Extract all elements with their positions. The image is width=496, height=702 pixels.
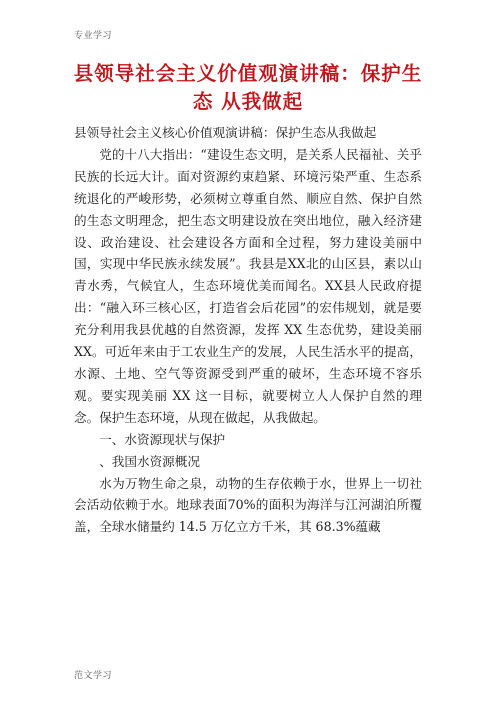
paragraph: 水为万物生命之泉，动物的生存依赖于水，世界上一切社会活动依赖于水。地球表面70%的面积为海洋与江河湖泊所覆盖，全球水储量约 14.5 万亿立方千米，其 68.3%蕴藏 <box>74 475 422 535</box>
footer-watermark: 范文学习 <box>74 671 113 681</box>
subsection-heading: 、我国水资源概况 <box>99 453 200 469</box>
paragraph: 党的十八大指出：“建设生态文明，是关系人民福祉、关乎民族的长远大计。面对资源约束趋紧、环境污染严重、生态系统退化的严峻形势，必须树立尊重自然、顺应自然、保护自然的生态文明理念，把生态文明建设放在突出地位，融入经济建设、政治建设、社会建设各方面和全过程，努力建设美丽中国，实现中华民族永续发展”。我县是XX北的山区县，素以山青水秀，气候宜人，生态环境优美而闻名。XX县人民政府提出：“融入环三核心区，打造省会后花园”的宏伟规划，就是要充分利用我县优越的自然资源，发挥 XX 生态优势，建设美丽 XX。可近年来由于工农业生产的发展，人民生活水平的提高，水源、土地、空气等资源受到严重的破坏，生态环境不容乐观。要实现美丽 XX 这一目标，就要树立人人保护自然的理念。保护生态环境，从现在做起，从我做起。 <box>74 146 422 425</box>
section-heading: 一、水资源现状与保护 <box>99 431 226 447</box>
document-title: 县领导社会主义价值观演讲稿：保护生态 从我做起 <box>73 62 423 113</box>
document-subtitle: 县领导社会主义核心价值观演讲稿：保护生态从我做起 <box>74 125 377 140</box>
document-body <box>74 122 422 538</box>
header-watermark: 专业学习 <box>74 31 113 41</box>
